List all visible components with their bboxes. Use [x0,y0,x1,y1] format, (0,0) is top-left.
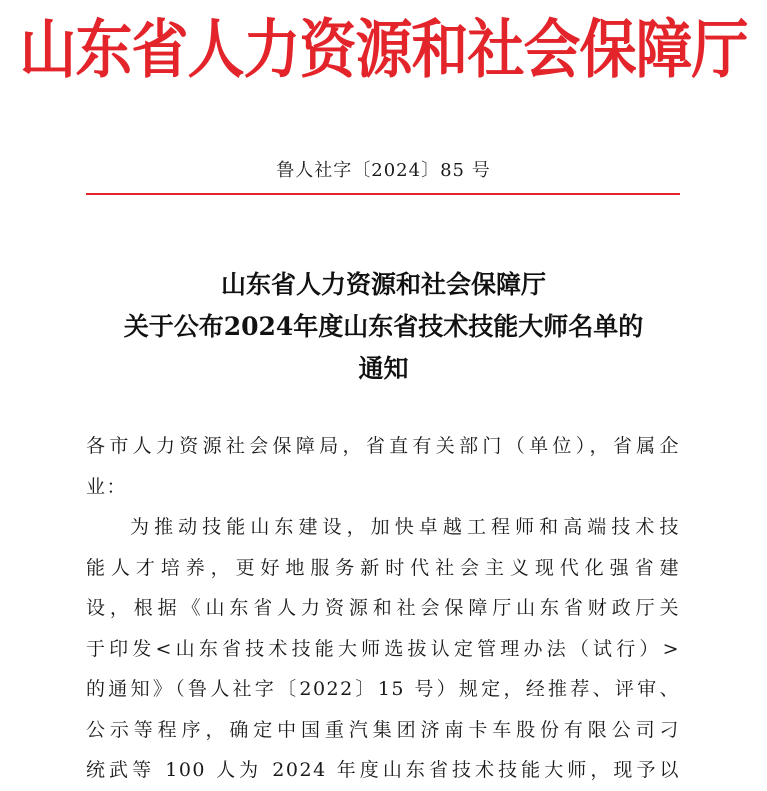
title-line-3: 通知 [358,354,409,383]
paragraph-line: 公示等程序，确定中国重汽集团济南卡车股份有限公司刁 [86,718,680,741]
title-line-2: 关于公布2024年度山东省技术技能大师名单的 [123,312,644,341]
red-separator-line [86,193,680,195]
document-title [0,264,767,390]
masthead-organization: 山东省人力资源和社会保障厅 [19,13,748,87]
paragraph-line: 设，根据《山东省人力资源和社会保障厅山东省财政厅关 [86,597,680,619]
paragraph-line: 为推动技能山东建设，加快卓越工程师和高端技术技 [130,516,680,538]
addressee-line-continued: 业： [86,475,128,498]
title-line-1: 山东省人力资源和社会保障厅 [220,270,546,299]
document-number: 鲁人社字〔2024〕85 号 [276,160,491,181]
paragraph-line: 能人才培养，更好地服务新时代社会主义现代化强省建 [86,556,680,579]
paragraph-line: 于印发<山东省技术技能大师选拔认定管理办法（试行）> [86,637,680,660]
paragraph-line: 统武等 100 人为 2024 年度山东省技术技能大师，现予以 [86,759,680,781]
paragraph-line: 的通知》（鲁人社字〔2022〕15 号）规定，经推荐、评审、 [86,678,680,700]
addressee-line: 各市人力资源社会保障局，省直有关部门（单位），省属企 [86,435,680,457]
document-body [86,426,680,791]
